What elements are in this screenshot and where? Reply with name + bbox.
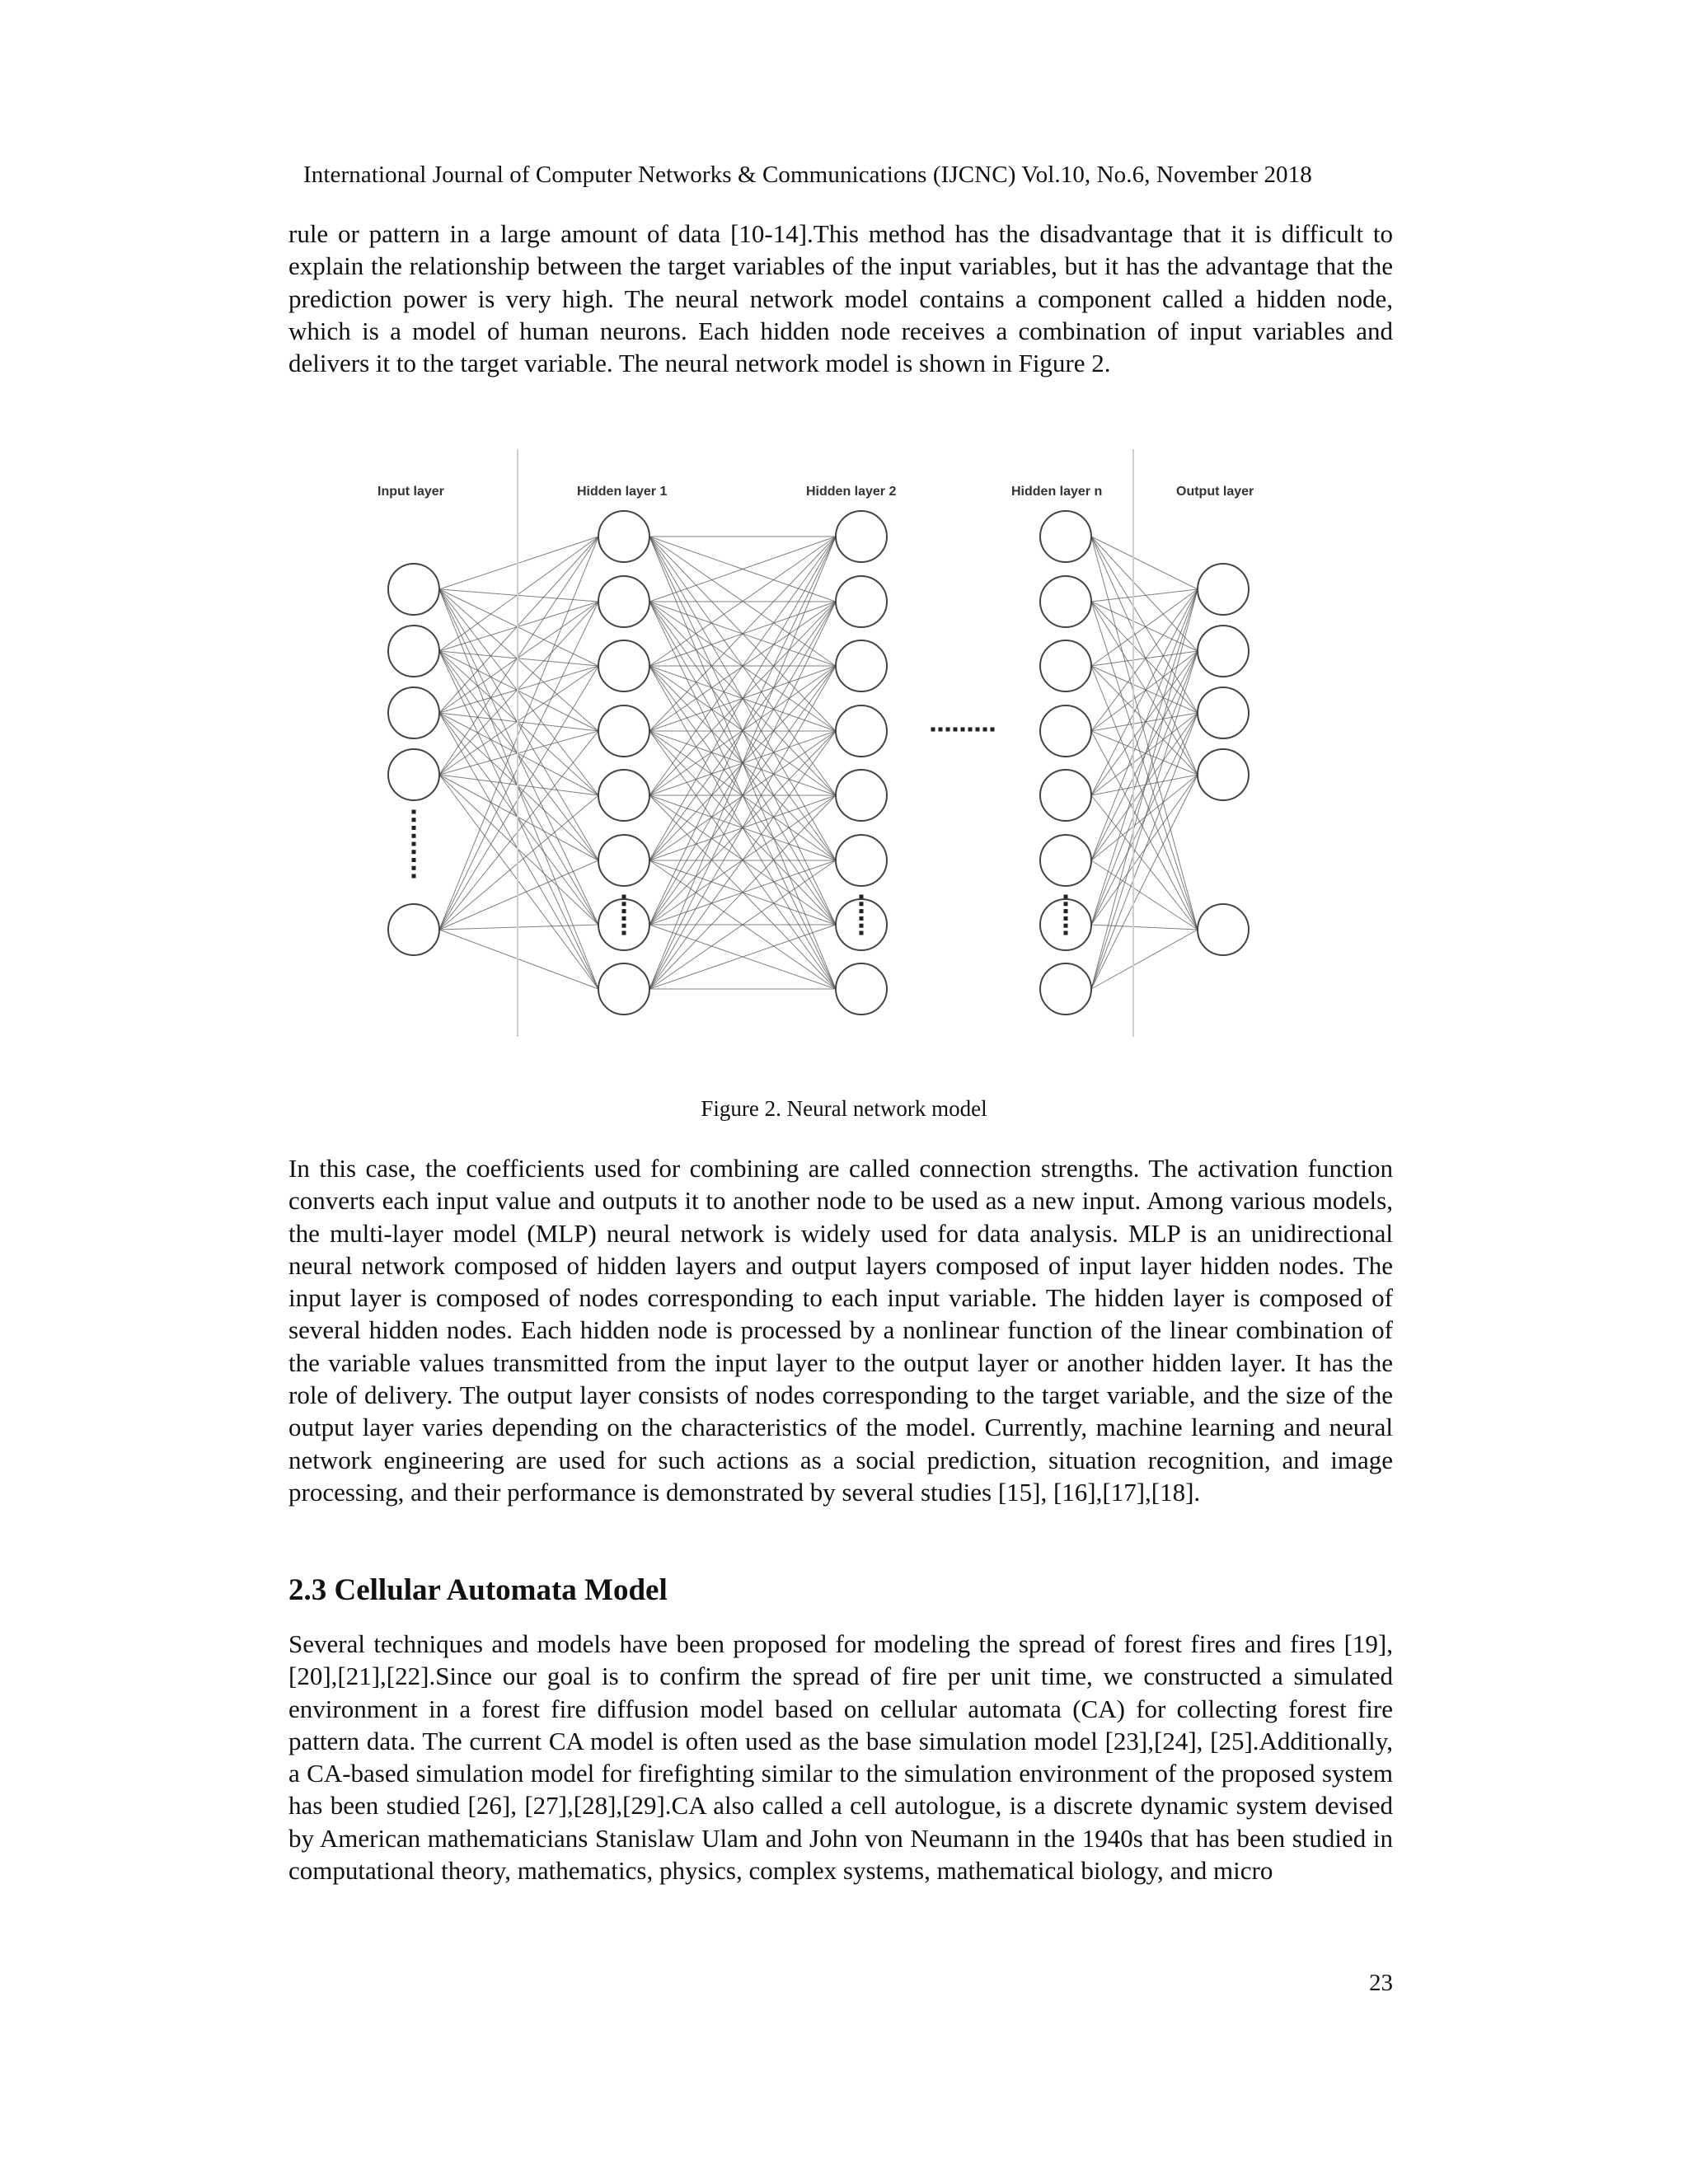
neuron-node bbox=[1040, 770, 1091, 821]
connection-line bbox=[1091, 602, 1198, 651]
ellipsis-dot bbox=[412, 866, 416, 870]
section-heading: 2.3 Cellular Automata Model bbox=[288, 1573, 668, 1607]
neuron-node bbox=[836, 576, 887, 627]
journal-header: International Journal of Computer Networks & Communications (IJCNC) Vol.10, No.6, November 2018 bbox=[303, 162, 1312, 188]
neuron-node bbox=[598, 511, 649, 562]
connection-line bbox=[439, 602, 598, 930]
connection-line bbox=[1091, 602, 1198, 713]
neuron-node bbox=[836, 511, 887, 562]
neural-network-figure bbox=[0, 0, 1688, 1088]
neuron-node bbox=[1198, 564, 1249, 615]
ellipsis-dot bbox=[946, 728, 950, 732]
neuron-node bbox=[1040, 963, 1091, 1015]
paragraph-cellular-automata: Several techniques and models have been proposed for modeling the spread of forest fires and fires [19],[20],[21],[22].Since our goal is to confirm the spread of fire per unit time, we constructed a simulated environment in a forest fire diffusion model based on cellular automata (CA) for collecting forest fire pattern data. The current CA model is often used as the base simulation model [23],[24], [25].Additionally, a CA-based simulation model for firefighting similar to the simulation environment of the proposed system has been studied [26], [27],[28],[29].CA also called a cell autologue, is a discrete dynamic system devised by American mathematicians Stanislaw Ulam and John von Neumann in the 1940s that has been studied in computational theory, mathematics, physics, complex systems, mathematical biology, and micro bbox=[288, 1629, 1393, 1886]
ellipsis-dot bbox=[860, 895, 864, 899]
ellipsis-dot bbox=[412, 810, 416, 814]
neuron-node bbox=[598, 963, 649, 1015]
connection-line bbox=[439, 602, 598, 713]
neuron-node bbox=[598, 835, 649, 886]
ellipsis-dot bbox=[412, 850, 416, 854]
ellipsis-dot bbox=[1064, 895, 1068, 899]
neuron-node bbox=[1040, 640, 1091, 691]
ellipsis-dot bbox=[1064, 931, 1068, 935]
ellipsis-dot bbox=[1064, 916, 1068, 921]
connection-line bbox=[1091, 537, 1198, 775]
ellipsis-dot bbox=[983, 728, 987, 732]
ellipsis-dot bbox=[412, 874, 416, 879]
connection-line bbox=[439, 602, 598, 651]
connection-line bbox=[439, 713, 598, 925]
connection-line bbox=[439, 713, 598, 860]
ellipsis-dot bbox=[412, 826, 416, 830]
neuron-node bbox=[1040, 511, 1091, 562]
connection-line bbox=[439, 651, 598, 666]
connection-line bbox=[439, 795, 598, 930]
label-input-layer: Input layer bbox=[377, 485, 444, 499]
label-hidden-layer-1: Hidden layer 1 bbox=[577, 485, 668, 499]
neuron-node bbox=[598, 705, 649, 757]
connection-line bbox=[1091, 775, 1198, 795]
ellipsis-dot bbox=[1064, 902, 1068, 906]
label-hidden-layer-2: Hidden layer 2 bbox=[806, 485, 897, 499]
ellipsis-dot bbox=[412, 858, 416, 862]
figure-caption: Figure 2. Neural network model bbox=[701, 1096, 987, 1121]
ellipsis-dot bbox=[622, 909, 626, 913]
neuron-node bbox=[1040, 835, 1091, 886]
neuron-node bbox=[1198, 687, 1249, 738]
neuron-node bbox=[598, 770, 649, 821]
ellipsis-dot bbox=[954, 728, 958, 732]
connection-line bbox=[1091, 651, 1198, 666]
connection-line bbox=[439, 537, 598, 651]
connection-line bbox=[1091, 537, 1198, 651]
ellipsis-dot bbox=[939, 728, 943, 732]
neuron-node bbox=[1198, 749, 1249, 800]
neuron-node bbox=[388, 687, 439, 738]
connection-line bbox=[1091, 731, 1198, 775]
ellipsis-dot bbox=[412, 842, 416, 846]
ellipsis-dot bbox=[860, 924, 864, 928]
ellipsis-dot bbox=[976, 728, 980, 732]
connection-line bbox=[439, 731, 598, 775]
connection-line bbox=[1091, 713, 1198, 731]
connection-line bbox=[1091, 589, 1198, 731]
connection-line bbox=[439, 589, 598, 731]
connection-line bbox=[1091, 731, 1198, 930]
ellipsis-dot bbox=[860, 916, 864, 921]
neuron-node bbox=[836, 705, 887, 757]
connection-line bbox=[439, 775, 598, 795]
neuron-node bbox=[388, 564, 439, 615]
neuron-node bbox=[836, 963, 887, 1015]
ellipsis-dot bbox=[931, 728, 935, 732]
neuron-node bbox=[1198, 904, 1249, 955]
paragraph-intro: rule or pattern in a large amount of data [10-14].This method has the disadvantage that it is difficult to explain the relationship between the target variables of the input variables, but it has the advantage that the prediction power is very high. The neural network model contains a component called a hidden node, which is a model of human neurons. Each hidden node receives a combination of input variables and delivers it to the target variable. The neural network model is shown in Figure 2. bbox=[288, 219, 1393, 378]
connection-line bbox=[1091, 713, 1198, 860]
connection-line bbox=[439, 731, 598, 930]
ellipsis-dot bbox=[622, 916, 626, 921]
neuron-node bbox=[388, 904, 439, 955]
connection-line bbox=[1091, 589, 1198, 925]
connection-line bbox=[1091, 602, 1198, 930]
neuron-node bbox=[836, 770, 887, 821]
ellipsis-dot bbox=[860, 902, 864, 906]
ellipsis-dot bbox=[991, 728, 995, 732]
ellipsis-dot bbox=[622, 931, 626, 935]
neuron-node bbox=[388, 626, 439, 677]
neuron-node bbox=[598, 576, 649, 627]
connection-line bbox=[439, 651, 598, 731]
ellipsis-dot bbox=[622, 924, 626, 928]
neuron-node bbox=[1040, 576, 1091, 627]
connection-line bbox=[439, 537, 598, 775]
ellipsis-dot bbox=[622, 902, 626, 906]
connection-line bbox=[439, 589, 598, 925]
neuron-node bbox=[836, 640, 887, 691]
neuron-node bbox=[598, 640, 649, 691]
ellipsis-dot bbox=[860, 931, 864, 935]
ellipsis-dot bbox=[1064, 924, 1068, 928]
page-number: 23 bbox=[1369, 1970, 1393, 1996]
neuron-node bbox=[1198, 626, 1249, 677]
ellipsis-dot bbox=[412, 834, 416, 838]
ellipsis-dot bbox=[961, 728, 965, 732]
neuron-node bbox=[836, 835, 887, 886]
connection-line bbox=[1091, 775, 1198, 989]
ellipsis-dot bbox=[1064, 909, 1068, 913]
label-hidden-layer-n: Hidden layer n bbox=[1011, 485, 1103, 499]
ellipsis-dot bbox=[860, 909, 864, 913]
ellipsis-dot bbox=[412, 818, 416, 822]
ellipsis-dot bbox=[968, 728, 973, 732]
connection-line bbox=[439, 775, 598, 989]
connection-line bbox=[1091, 795, 1198, 930]
neuron-node bbox=[388, 749, 439, 800]
paragraph-mlp: In this case, the coefficients used for combining are called connection strengths. The activation function converts each input value and outputs it to another node to be used as a new input. Among various models, the multi-layer model (MLP) neural network is widely used for data analysis. MLP is an unidirectional neural network composed of hidden layers and output layers composed of input layer hidden nodes. The input layer is composed of nodes corresponding to each input variable. The hidden layer is composed of several hidden nodes. Each hidden node is processed by a nonlinear function of the linear combination of the variable values transmitted from the input layer to the output layer or another hidden layer. It has the role of delivery. The output layer consists of nodes corresponding to the target variable, and the size of the output layer varies depending on the characteristics of the model. Currently, machine learning and neural network engineering are used for such actions as a social prediction, situation recognition, and image processing, and their performance is demonstrated by several studies [15], [16],[17],[18]. bbox=[288, 1154, 1393, 1507]
neuron-node bbox=[1040, 705, 1091, 757]
ellipsis-dot bbox=[622, 895, 626, 899]
connection-line bbox=[439, 713, 598, 731]
label-output-layer: Output layer bbox=[1176, 485, 1254, 499]
